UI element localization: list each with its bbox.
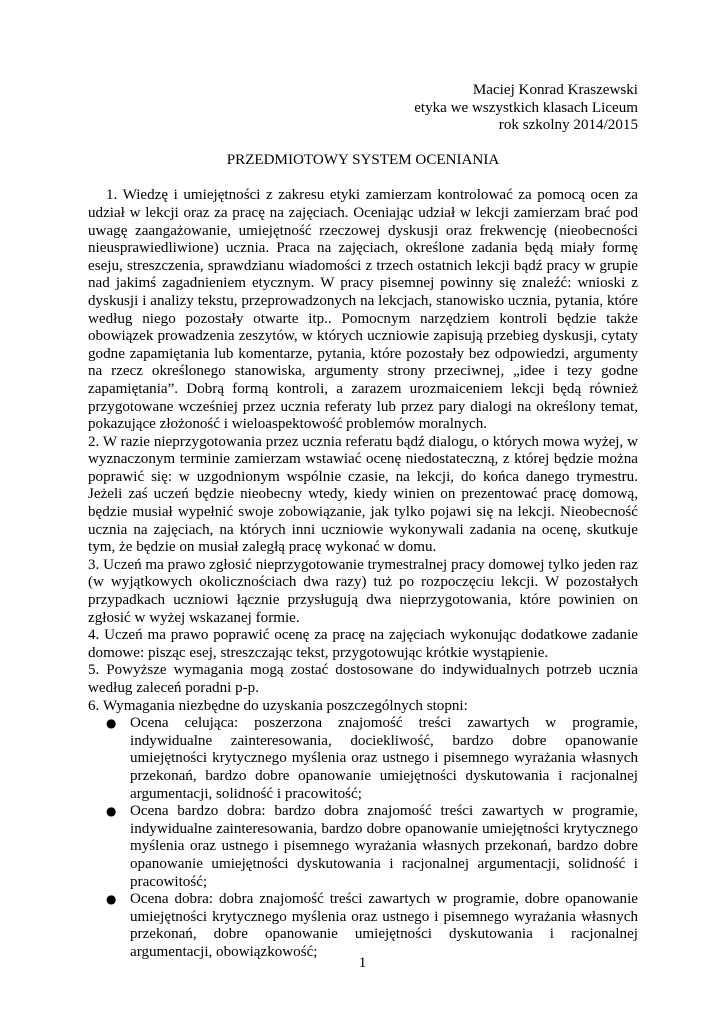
paragraph-6: 6. Wymagania niezbędne do uzyskania poszczególnych stopni: — [88, 697, 468, 714]
paragraph-4: 4. Uczeń ma prawo poprawić ocenę za pracę na zajęciach wykonując dodatkowe zadanie domowe: pisząc esej, streszczając tekst, przygotowując krótkie wystąpienie. — [88, 627, 638, 661]
grade-bardzo-dobra-text: Ocena bardzo dobra: bardzo dobra znajomość treści zawartych w programie, indywidualne zainteresowania, bardzo dobre opanowanie umiejętności krytycznego myślenia oraz ustnego i pisemnego wyrażania własnych przekonań, bardzo dobre opanowanie umiejętności dyskutowania i racjonalnej argumentacji, solidność i pracowitość; — [130, 803, 638, 890]
list-item — [88, 803, 638, 891]
bullet-dot-icon: ● — [106, 892, 117, 907]
paragraph-5: 5. Powyższe wymagania mogą zostać dostosowane do indywidualnych potrzeb ucznia według zaleceń poradni p-p. — [88, 662, 638, 696]
school-year: rok szkolny 2014/2015 — [498, 117, 638, 134]
bullet-dot-icon: ● — [106, 716, 117, 731]
paragraph-2: 2. W razie nieprzygotowania przez ucznia referatu bądź dialogu, o których mowa wyżej, w wyznaczonym terminie zamierzam wstawiać ocenę niedostateczną, z której będzie można poprawić się: w uzgodnionym wspólnie czasie, na lekcji, do końca danego trymestru. Jeżeli zaś uczeń będzie nieobecny wtedy, kiedy winien on prezentować pracę domową, będzie musiał wypełnić swoje zobowiązanie, jak tylko pojawi się na lekcji. Nieobecność ucznia na zajęciach, na których inni uczniowie wykonywali zadania na ocenę, skutkuje tym, że będzie on musiał zaległą pracę wykonać w domu. — [88, 433, 638, 556]
paragraph-1: 1. Wiedzę i umiejętności z zakresu etyki zamierzam kontrolować za pomocą ocen za udział w lekcji oraz za pracę na zajęciach. Oceniając udział w lekcji zamierzam brać pod uwagę zaangażowanie, umiejętność rzeczowej dyskusji oraz frekwencję (nieobecności nieusprawiedliwione) ucznia. Praca na zajęciach, określone zadania będą miały formę eseju, streszczenia, sprawdzianu wiadomości z trzech ostatnich lekcji bądź pracy w grupie nad jakimś zagadnieniem etycznym. W pracy pisemnej powinny się znaleźć: wnioski z dyskusji i analizy tekstu, przeprowadzonych na lekcjach, stanowisko ucznia, pytania, które według niego pozostały otwarte itp.. Pomocnym narzędziem kontroli będzie także obowiązek prowadzenia zeszytów, w których uczniowie zapisują przebieg dyskusji, cytaty godne zapamiętania lub komentarze, pytania, które pozostały bez odpowiedzi, argumenty na rzecz określonego stanowiska, argumenty strony przeciwnej, „idee i tezy godne zapamiętania”. Dobrą formą kontroli, a zarazem urozmaiceniem lekcji będą również przygotowane wcześniej przez ucznia referaty lub przez pary dialogi na określony temat, pokazujące złożoność i wieloaspektowość problemów moralnych. — [88, 187, 638, 433]
paragraph-3: 3. Uczeń ma prawo zgłosić nieprzygotowanie trymestralnej pracy domowej tylko jeden raz (w wyjątkowych okolicznościach dwa razy) tuż po rozpoczęciu lekcji. W pozostałych przypadkach uczniowi łącznie przysługują dwa nieprzygotowania, które powinien on zgłosić w wyżej wskazanej formie. — [88, 556, 638, 626]
grade-requirements-list — [88, 715, 638, 961]
document-title: PRZEDMIOTOWY SYSTEM OCENIANIA — [226, 151, 500, 168]
bullet-dot-icon: ● — [106, 804, 117, 819]
grade-dobra-text: Ocena dobra: dobra znajomość treści zawartych w programie, dobre opanowanie umiejętności krytycznego myślenia oraz ustnego i pisemnego wyrażania własnych przekonań, dobre opanowanie umiejętności dyskutowania i racjonalnej argumentacji, obowiązkowość; — [130, 891, 638, 960]
list-item — [88, 891, 638, 961]
document-content — [88, 82, 638, 962]
subject-line: etyka we wszystkich klasach Liceum — [414, 99, 638, 116]
page-number: 1 — [358, 955, 367, 971]
grade-celujaca-text: Ocena celująca: poszerzona znajomość treści zawartych w programie, indywidualne zainteresowania, dociekliwość, bardzo dobre opanowanie umiejętności krytycznego myślenia oraz ustnego i pisemnego wyrażania własnych przekonań, bardzo dobre opanowanie umiejętności dyskutowania i racjonalnej argumentacji, solidność i pracowitość; — [130, 715, 638, 802]
list-item — [88, 715, 638, 803]
document-header — [88, 82, 638, 135]
author-name: Maciej Konrad Kraszewski — [472, 82, 638, 98]
